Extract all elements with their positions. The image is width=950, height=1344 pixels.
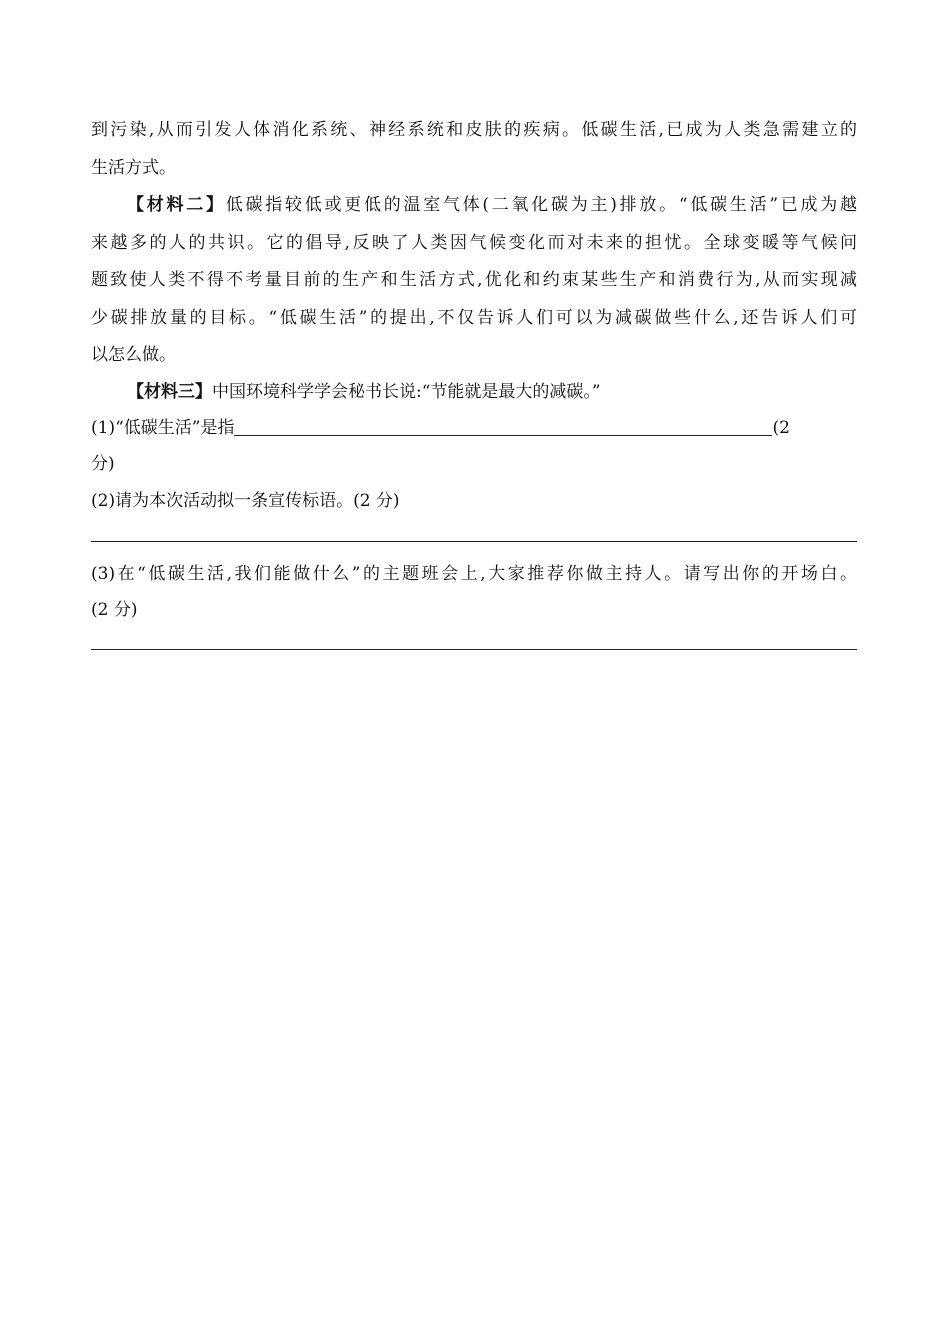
question-1-answer-blank[interactable] bbox=[234, 417, 772, 436]
paragraph-line: 生活方式。 bbox=[91, 158, 176, 178]
question-3: (3)在“低碳生活,我们能做什么”的主题班会上,大家推荐你做主持人。请写出你的开场白。 bbox=[91, 564, 857, 584]
material3-label: 【材料三】 bbox=[127, 382, 212, 402]
question-2: (2)请为本次活动拟一条宣传标语。(2 分) bbox=[91, 491, 400, 511]
question-1-text: (1)“低碳生活”是指 bbox=[91, 418, 235, 438]
material2-label: 【材料二】 bbox=[127, 195, 226, 215]
material3-line bbox=[127, 380, 857, 404]
paragraph-line: 题致使人类不得不考量目前的生产和生活方式,优化和约束某些生产和消费行为,从而实现减 bbox=[91, 270, 857, 290]
question-1-score-cont: 分) bbox=[91, 454, 115, 474]
question-3-score: (2 分) bbox=[91, 600, 138, 620]
question-1 bbox=[91, 416, 857, 440]
material3-text: 中国环境科学学会秘书长说:“节能就是最大的减碳。” bbox=[212, 382, 601, 402]
paragraph-line: 到污染,从而引发人体消化系统、神经系统和皮肤的疾病。低碳生活,已成为人类急需建立的 bbox=[91, 120, 857, 140]
paragraph-line: 来越多的人的共识。它的倡导,反映了人类因气候变化而对未来的担忧。全球变暖等气候问 bbox=[91, 233, 857, 253]
material2-first-line bbox=[127, 193, 857, 217]
paragraph-line: 以怎么做。 bbox=[91, 345, 176, 365]
question-3-answer-line[interactable] bbox=[91, 649, 857, 650]
question-2-answer-line[interactable] bbox=[91, 541, 857, 542]
material2-text: 低碳指较低或更低的温室气体(二氧化碳为主)排放。“低碳生活”已成为越 bbox=[225, 195, 857, 215]
paragraph-line: 少碳排放量的目标。“低碳生活”的提出,不仅告诉人们可以为减碳做些什么,还告诉人们可 bbox=[91, 308, 857, 328]
question-1-score: (2 bbox=[772, 418, 790, 438]
